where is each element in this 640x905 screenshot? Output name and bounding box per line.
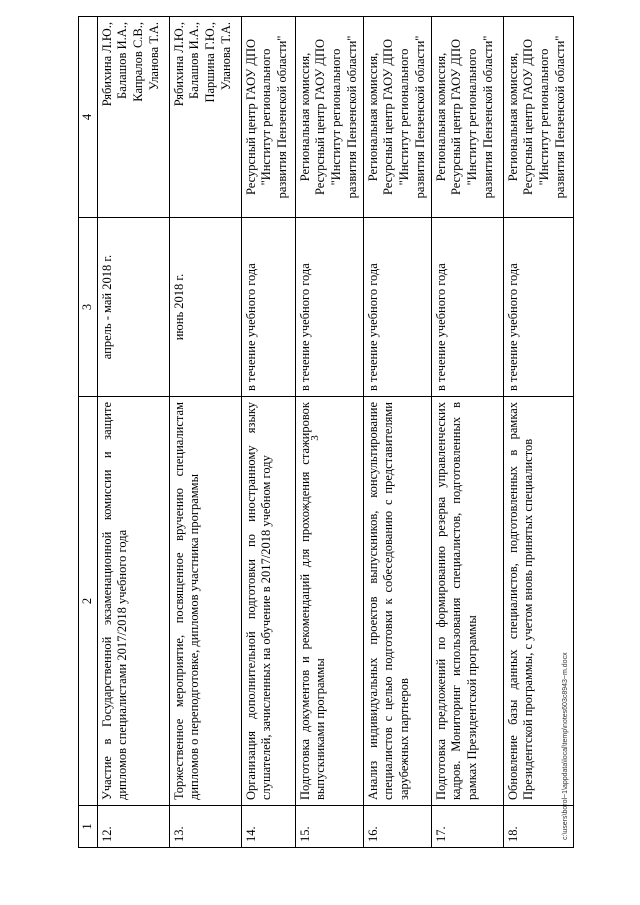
responsible-cell (431, 17, 503, 218)
event-text: Участие в Государственной экзаменационной комиссии и защите дипломов специалистами 2017/2018 учебного года (97, 397, 169, 806)
responsible-cell (169, 17, 241, 218)
responsible-line: "Институт регионального (464, 48, 479, 186)
responsible-line: Капралов С.В., (130, 22, 145, 102)
row-number: 18. (503, 806, 573, 848)
header-col-2: 2 (79, 397, 98, 806)
event-text: Организация дополнительной подготовки по иностранному языку слушателей, зачисленных на обучение в 2017/2018 учебном году (241, 397, 295, 806)
responsible-line: "Институт регионального (259, 48, 274, 186)
responsible-cell (295, 17, 363, 218)
date-text: в течение учебного года (431, 218, 503, 397)
responsible-line: развития Пензенской области" (480, 35, 495, 199)
date-text: июнь 2018 г. (169, 218, 241, 397)
event-text: Подготовка документов и рекомендаций для прохождения стажировок выпускниками программы (295, 397, 363, 806)
header-col-3: 3 (79, 218, 98, 397)
page-number: 3 (308, 435, 321, 441)
responsible-line: "Институт регионального (328, 48, 343, 186)
footer-file-path: c:\users\borol~1\appdata\local\temp\notes603c8943~m.docx (562, 652, 569, 840)
responsible-line: "Институт регионального (396, 48, 411, 186)
table-row (431, 17, 503, 848)
date-text: в течение учебного года (363, 218, 431, 397)
responsible-line: развития Пензенской области" (344, 35, 359, 199)
table-row (169, 17, 241, 848)
responsible-line: Балашов И.А., (187, 22, 202, 99)
header-col-1: 1 (79, 806, 98, 848)
event-text: Анализ индивидуальных проектов выпускников, консультирование специалистов с целью подготовки к собеседованию с представителями зарубежных партнеров (363, 397, 431, 806)
responsible-cell (97, 17, 169, 218)
table-row (295, 17, 363, 848)
responsible-line: развития Пензенской области" (552, 35, 567, 199)
responsible-line: Рябихина Л.Ю., (99, 22, 114, 107)
responsible-line: Региональная комиссия, (365, 52, 380, 182)
rotated-table-container (78, 22, 578, 848)
responsible-line: Ресурсный центр ГАОУ ДПО (313, 38, 328, 196)
row-number: 12. (97, 806, 169, 848)
date-text: апрель - май 2018 г. (97, 218, 169, 397)
event-text: Торжественное мероприятие, посвященное вручению специалистам дипломов о переподготовке, дипломов участника программы (169, 397, 241, 806)
date-text: в течение учебного года (295, 218, 363, 397)
row-number: 14. (241, 806, 295, 848)
row-number: 17. (431, 806, 503, 848)
responsible-line: Ресурсный центр ГАОУ ДПО (521, 38, 536, 196)
responsible-line: развития Пензенской области" (274, 35, 289, 199)
responsible-cell (363, 17, 431, 218)
responsible-cell (503, 17, 573, 218)
responsible-line: Балашов И.А., (115, 22, 130, 99)
date-text: в течение учебного года (503, 218, 573, 397)
table-row (241, 17, 295, 848)
responsible-line: Ресурсный центр ГАОУ ДПО (449, 38, 464, 196)
responsible-line: Региональная комиссия, (297, 52, 312, 182)
table-header-row (79, 17, 98, 848)
table-row (363, 17, 431, 848)
responsible-line: Рябихина Л.Ю., (171, 22, 186, 107)
date-text: в течение учебного года (241, 218, 295, 397)
responsible-line: Уланова Т.А. (146, 22, 161, 91)
responsible-line: Региональная комиссия, (505, 52, 520, 182)
event-text: Обновление базы данных специалистов, подготовленных в рамках Президентской программы, с учетом вновь принятых специалистов (503, 397, 573, 806)
responsible-cell (241, 17, 295, 218)
responsible-line: Ресурсный центр ГАОУ ДПО (243, 38, 258, 196)
event-text: Подготовка предложений по формированию резерва управленческих кадров. Мониторинг использования специалистов, подготовленных в рамках Президентской программы (431, 397, 503, 806)
row-number: 13. (169, 806, 241, 848)
responsible-line: Уланова Т.А. (218, 22, 233, 91)
responsible-line: развития Пензенской области" (412, 35, 427, 199)
header-col-4: 4 (79, 17, 98, 218)
row-number: 16. (363, 806, 431, 848)
responsible-line: Региональная комиссия, (433, 52, 448, 182)
row-number: 15. (295, 806, 363, 848)
table-row (97, 17, 169, 848)
schedule-table (78, 16, 574, 848)
responsible-line: Паршина Г.Ю., (202, 22, 217, 103)
responsible-line: "Институт регионального (536, 48, 551, 186)
responsible-line: Ресурсный центр ГАОУ ДПО (381, 38, 396, 196)
